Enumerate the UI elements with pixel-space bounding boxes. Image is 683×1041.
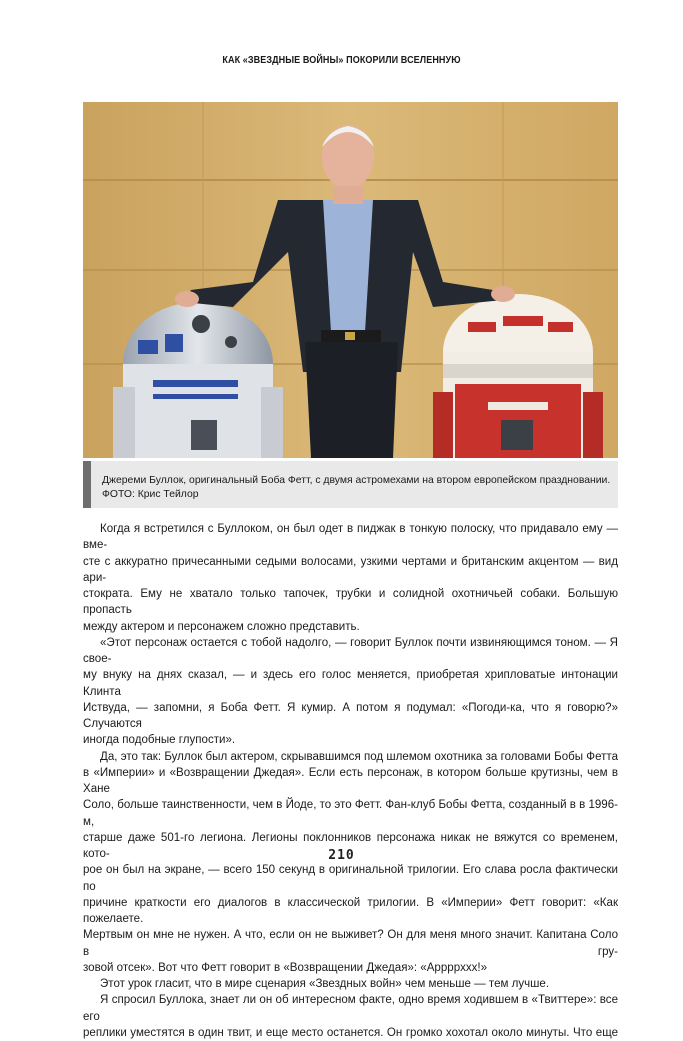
caption-text (102, 474, 622, 501)
caption-description: Джереми Буллок, оригинальный Боба Фетт, с двумя астромехами на втором европейском праздновании. (102, 475, 611, 486)
text-line: «Этот персонаж остается с тобой надолго, — говорит Буллок почти извиняющимся тоном. — Я свое- (83, 636, 618, 665)
page-number: 210 (328, 848, 355, 863)
text-line: Иствуда, — запомни, я Боба Фетт. Я кумир. А потом я подумал: «Погоди-ка, что я говорю?» Случаются (83, 701, 618, 730)
photo-caption (83, 461, 618, 508)
text-line: старше даже 501-го легиона. Легионы поклонников персонажа никак не вяжутся со временем, кото- (83, 831, 618, 860)
photo (83, 102, 618, 458)
text-line: Я спросил Буллока, знает ли он об интересном факте, одно время ходившем в «Твиттере»: все его (83, 994, 618, 1023)
text-line: реплики уместятся в один твит, и еще место останется. Он громко хохотал около минуты. Что еще (83, 1026, 618, 1039)
text-line: Мертвым он мне не нужен. А что, если он не выживет? Он для меня много значит. Капитана Соло в гру- (83, 929, 618, 958)
text-line: Соло, больше таинственности, чем в Йоде, то это Фетт. Фан-клуб Бобы Фетта, созданный в в 1996-м, (83, 799, 618, 828)
caption-credit: ФОТО: Крис Тейлор (102, 488, 199, 500)
text-line: Этот урок гласит, что в мире сценария «Звездных войн» чем меньше — тем лучше. (100, 978, 550, 990)
text-line: Когда я встретился с Буллоком, он был одет в пиджак в тонкую полоску, что придавало ему — вме- (83, 523, 618, 552)
text-line: в «Империи» и «Возвращении Джедая». Если есть персонаж, в котором больше крутизны, чем в Хане (83, 766, 618, 795)
text-line: рое он был на экране, — всего 150 секунд в оригинальной трилогии. Его слава росла фактически по (83, 864, 618, 893)
text-line: стократа. Ему не хватало только тапочек, трубки и солидной охотничьей собаки. Большую пропасть (83, 588, 618, 617)
paragraph (83, 635, 618, 749)
paragraph (83, 992, 618, 1041)
running-head: КАК «ЗВЕЗДНЫЕ ВОЙНЫ» ПОКОРИЛИ ВСЕЛЕННУЮ (222, 54, 461, 66)
text-line: Да, это так: Буллок был актером, скрывавшимся под шлемом охотника за головами Бобы Фетта (100, 750, 618, 763)
paragraph (83, 521, 618, 635)
text-line: иногда подобные глупости». (83, 734, 236, 747)
paragraph (83, 976, 618, 992)
text-line: между актером и персонажем сложно представить. (83, 620, 360, 633)
caption-accent-bar (83, 461, 91, 508)
text-line: зовой отсек». Вот что Фетт говорит в «Возвращении Джедая»: «Арррpxxx!» (83, 961, 488, 974)
text-line: сте с аккуратно причесанными седыми волосами, узкими чертами и британским акцентом — вид ари- (83, 555, 618, 584)
text-line: причине краткости его диалогов в классической трилогии. В «Империи» Фетт говорит: «Как пожелаете. (83, 896, 618, 925)
photo-illustration (83, 102, 618, 458)
text-line: му внуку на днях сказал, — и здесь его голос меняется, приобретая хрипловатые интонации Клинта (83, 669, 618, 698)
article-body (83, 521, 618, 1041)
